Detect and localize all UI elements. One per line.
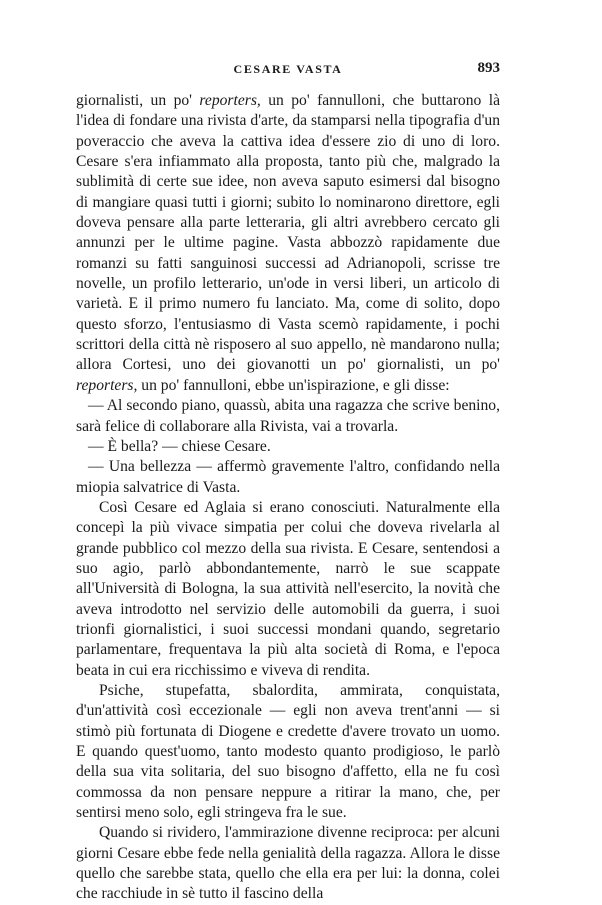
- page-header: [76, 62, 500, 82]
- page-number: 893: [477, 60, 500, 76]
- paragraph-3: — È bella? — chiese Cesare.: [88, 437, 271, 455]
- paragraph-4: — Una bellezza — affermò gravemente l'altro, confidando nella miopia salvatrice di Vasta.: [76, 458, 500, 496]
- paragraph-6: Psiche, stupefatta, sbalordita, ammirata, conquistata, d'un'attività così eccezionale — egli non aveva trent'anni — si stimò più fortunata di Diogene e credette d'avere trovato un uomo. E quando quest'uomo, tanto modesto quanto prodigioso, le parlò della sua vita solitaria, del suo bisogno d'affetto, ella ne fu così commossa da non pensare neppure a ritirar la mano, che, per sentirsi meno solo, egli stringeva fra le sue.: [76, 681, 500, 822]
- paragraph-1-text-b: un po' fannulloni, che buttarono là l'idea di fondare una rivista d'arte, da stamparsi nella tipografia d'un poveraccio che aveva la cattiva idea d'essere zio di uno di loro. Cesare s'era infiammato alla proposta, tanto più che, malgrado la sublimità di certe sue idee, non aveva saputo esimersi dal bisogno di mangiare quasi tutti i giorni; subito lo nominarono direttore, egli doveva pensare alla parte letteraria, gli altri avrebbero cercato gli annunzi per le ultime pagine. Vasta abbozzò rapidamente due romanzi su fatti sanguinosi successi ad Adrianopoli, scrisse tre novelle, un profilo letterario, un'ode in versi liberi, un articolo di varietà. E il primo numero fu lanciato. Ma, come di solito, dopo questo sforzo, l'entusiasmo di Vasta scemò rapidamente, i pochi scrittori della città nè risposero al suo appello, nè mandarono nulla; allora Cortesi, uno dei giovanotti un po' giornalisti, un po': [76, 92, 501, 374]
- italic-reporters-1: reporters,: [199, 92, 261, 109]
- paragraph-2: — Al secondo piano, quassù, abita una ragazza che scrive benino, sarà felice di collaborare alla Rivista, vai a trovarla.: [76, 397, 500, 435]
- paragraph-7: Quando si rividero, l'ammirazione divenne reciproca: per alcuni giorni Cesare ebbe fede nella genialità della ragazza. Allora le disse quello che sarebbe stata, quello che ella era per lui: la donna, colei che racchiude in sè tutto il fascino della: [76, 824, 500, 903]
- main-text: [76, 91, 500, 905]
- paragraph-1-text-c: un po' fannulloni, ebbe un'ispirazione, e gli disse:: [137, 376, 450, 394]
- running-title: CESARE VASTA: [233, 62, 343, 76]
- paragraph-1-text-a: giornalisti, un po': [76, 92, 200, 109]
- paragraph-5: Così Cesare ed Aglaia si erano conosciuti. Naturalmente ella concepì la più vivace simpatia per colui che doveva rivelarla al grande pubblico col mezzo della sua rivista. E Cesare, sentendosi a suo agio, parlò abbondantemente, narrò le sue scappate all'Università di Bologna, la sua attività nell'esercito, la novità che aveva introdotto nel servizio delle automobili da guerra, i suoi trionfi giornalistici, i suoi successi mondani quando, segretario parlamentare, frequentava la più alta società di Roma, e l'epoca beata in cui era ricchissimo e viveva di rendita.: [76, 498, 500, 679]
- italic-reporters-2: reporters,: [76, 376, 138, 394]
- paragraph-1: [76, 91, 500, 396]
